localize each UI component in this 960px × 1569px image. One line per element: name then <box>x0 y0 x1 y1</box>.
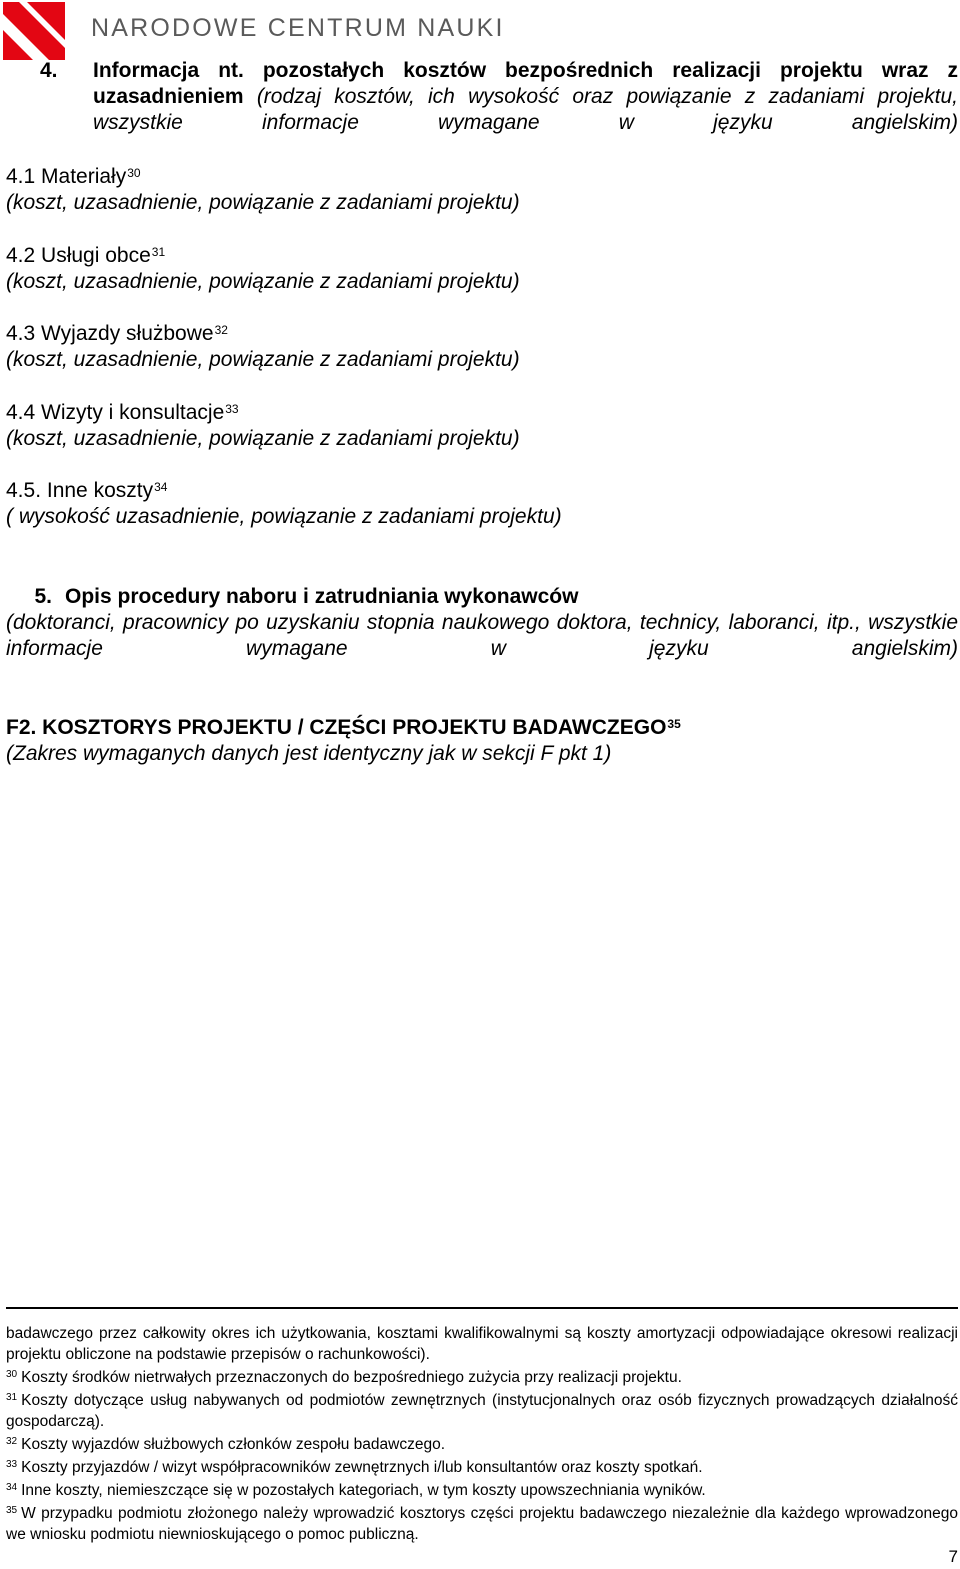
section-4-title: Informacja nt. pozostałych kosztów bezpośrednich realizacji projektu wraz z uzasadnieniem <box>93 59 958 108</box>
footnote-ref: 35 <box>667 717 681 731</box>
f2-description: (Zakres wymaganych danych jest identyczny jak w sekcji F pkt 1) <box>6 742 612 765</box>
footnotes <box>6 1321 958 1545</box>
footnote-text: Koszty przyjazdów / wizyt współpracowników zewnętrznych i/lub konsultantów oraz koszty spotkań. <box>21 1459 703 1476</box>
footnote-ref: 32 <box>214 323 228 337</box>
footnote-ref: 31 <box>151 245 166 259</box>
subsection-label: 4.2 Usługi obce <box>6 244 151 267</box>
subsection-4-2 <box>6 243 520 295</box>
page-header <box>0 0 960 62</box>
footnote-text: Koszty środków nietrwałych przeznaczonych do bezpośredniego zużycia przy realizacji projektu. <box>21 1369 682 1386</box>
subsection-description: (koszt, uzasadnienie, powiązanie z zadaniami projektu) <box>6 270 520 293</box>
footnote-number: 32 <box>6 1436 18 1447</box>
page-number: 7 <box>948 1547 958 1566</box>
footnote-separator <box>6 1307 958 1309</box>
footnote-number: 30 <box>6 1369 18 1380</box>
subsection-description: ( wysokość uzasadnienie, powiązanie z zadaniami projektu) <box>6 505 562 528</box>
section-5 <box>6 584 958 688</box>
footnote-ref: 33 <box>225 402 239 416</box>
brand-name: NARODOWE CENTRUM NAUKI <box>91 14 505 42</box>
document-body <box>0 58 960 162</box>
footnote-34 <box>6 1480 958 1501</box>
subsection-label: 4.3 Wyjazdy służbowe <box>6 322 214 345</box>
footnote-number: 33 <box>6 1459 18 1470</box>
section-4-number: 4. <box>40 59 58 82</box>
footnote-text: Koszty wyjazdów służbowych członków zespołu badawczego. <box>21 1436 445 1453</box>
footnote-number: 34 <box>6 1482 18 1493</box>
footnote-33 <box>6 1457 958 1478</box>
subsection-description: (koszt, uzasadnienie, powiązanie z zadaniami projektu) <box>6 427 520 450</box>
footnote-number: 35 <box>6 1505 18 1516</box>
subsection-description: (koszt, uzasadnienie, powiązanie z zadaniami projektu) <box>6 191 520 214</box>
f2-title: F2. KOSZTORYS PROJEKTU / CZĘŚCI PROJEKTU BADAWCZEGO <box>6 716 667 739</box>
footnote-continuation: badawczego przez całkowity okres ich użytkowania, kosztami kwalifikowalnymi są koszty amortyzacji odpowiadające okresowi realizacji projektu obliczone na podstawie przepisów o rachunkowości). <box>6 1325 958 1363</box>
footnote-number: 31 <box>6 1392 18 1403</box>
footnote-ref: 34 <box>154 480 168 494</box>
ncn-logo-icon <box>3 2 65 60</box>
subsection-4-5 <box>6 478 562 530</box>
section-5-number: 5. <box>34 585 52 608</box>
footnote-31 <box>6 1390 958 1432</box>
subsection-label: 4.1 Materiały <box>6 165 127 188</box>
section-5-description: (doktoranci, pracownicy po uzyskaniu stopnia naukowego doktora, technicy, laboranci, itp., wszystkie informacje wymagane w języku angielskim) <box>6 611 958 660</box>
subsection-description: (koszt, uzasadnienie, powiązanie z zadaniami projektu) <box>6 348 520 371</box>
footnote-ref: 30 <box>127 166 141 180</box>
subsection-label: 4.5. Inne koszty <box>6 479 154 502</box>
footnote-30 <box>6 1367 958 1388</box>
section-4-subtitle: (rodzaj kosztów, ich wysokość oraz powiązanie z zadaniami projektu, wszystkie informacje wymagane w języku angielskim) <box>93 85 958 134</box>
footnote-text: Inne koszty, niemieszczące się w pozostałych kategoriach, w tym koszty upowszechniania wyników. <box>21 1482 706 1499</box>
footnote-text: W przypadku podmiotu złożonego należy wprowadzić kosztorys części projektu badawczego niezależnie dla każdego wprowadzonego we wniosku podmiotu niewnioskującego o pomoc publiczną. <box>6 1505 958 1543</box>
subsection-label: 4.4 Wizyty i konsultacje <box>6 401 225 424</box>
subsection-4-4 <box>6 400 520 452</box>
section-f2 <box>6 715 681 767</box>
footnote-text: Koszty dotyczące usług nabywanych od podmiotów zewnętrznych (instytucjonalnych oraz osób fizycznych prowadzących działalność gospodarczą). <box>6 1392 958 1430</box>
subsection-4-1 <box>6 164 520 216</box>
section-4 <box>6 58 958 162</box>
footnote-35 <box>6 1503 958 1545</box>
subsection-4-3 <box>6 321 520 373</box>
footnote-32 <box>6 1434 958 1455</box>
section-5-title: Opis procedury naboru i zatrudniania wykonawców <box>65 585 579 608</box>
